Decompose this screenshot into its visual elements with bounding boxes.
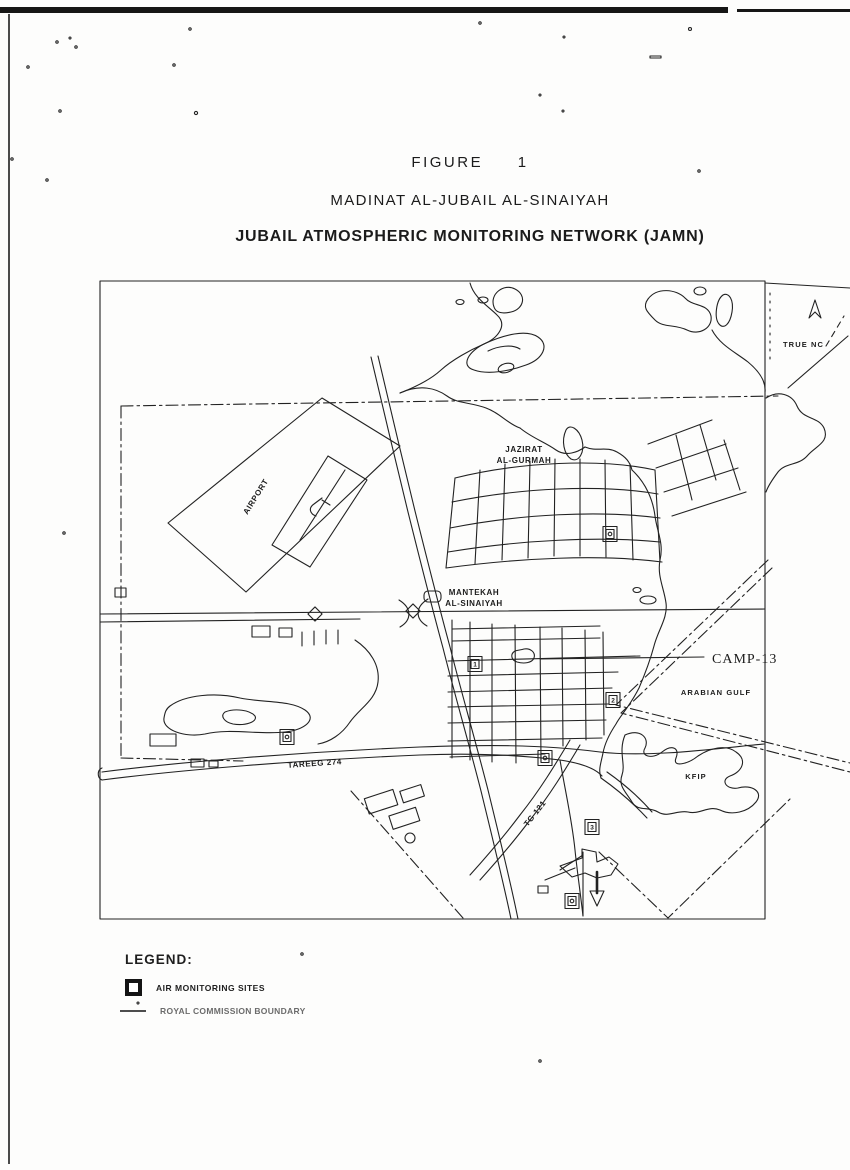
true-north-label: TRUE NC xyxy=(783,340,825,349)
legend-heading: LEGEND: xyxy=(125,952,193,967)
street-grid-central xyxy=(115,588,640,767)
mantekah-label-line1: MANTEKAH xyxy=(448,588,500,597)
roads xyxy=(98,599,765,916)
legend-item-label: AIR MONITORING SITES xyxy=(156,982,266,993)
coastline xyxy=(400,283,848,778)
camp13-label: CAMP-13 xyxy=(712,652,778,667)
highway xyxy=(371,356,518,919)
boundary-line-icon xyxy=(120,1010,146,1012)
true-north-arrow-icon xyxy=(809,300,821,318)
svg-text:2: 2 xyxy=(611,697,615,705)
air-monitoring-site-marker xyxy=(585,820,599,835)
road-tareeg-274 xyxy=(102,744,764,772)
kfip-label: KFIP xyxy=(685,772,707,781)
industrial-south-west xyxy=(364,781,431,843)
jazirat-label-line1: JAZIRAT xyxy=(505,445,543,454)
street-grid-north xyxy=(446,420,746,568)
jazirat-label-line2: AL-GURMAH xyxy=(496,456,552,465)
air-monitoring-site-marker xyxy=(565,894,579,909)
true-north xyxy=(770,293,824,365)
tg-121-label: TG 121 xyxy=(522,798,548,829)
mantekah-label-line2: AL-SINAIYAH xyxy=(445,599,503,608)
figure-title: MADINAT AL-JUBAIL AL-SINAIYAH xyxy=(330,192,610,209)
air-monitoring-site-icon xyxy=(125,979,142,996)
legend-item-label: ROYAL COMMISSION BOUNDARY xyxy=(160,1006,306,1016)
airport xyxy=(168,398,400,592)
arabian-gulf-label: ARABIAN GULF xyxy=(680,688,752,697)
svg-text:3: 3 xyxy=(590,824,594,832)
airport-label: AIRPORT xyxy=(241,477,271,517)
airport-outline xyxy=(168,398,400,592)
figure-label: FIGURE 1 xyxy=(411,154,529,171)
legend-item-air-monitoring-sites xyxy=(125,979,445,996)
place-labels xyxy=(445,445,751,697)
air-monitoring-sites xyxy=(280,527,620,909)
tareeg-274-label: TAREEG 274 xyxy=(287,757,343,770)
legend xyxy=(125,952,445,1016)
runway-outline xyxy=(272,456,367,567)
figure-subtitle: JUBAIL ATMOSPHERIC MONITORING NETWORK (JAMN) xyxy=(235,228,705,245)
svg-text:1: 1 xyxy=(473,661,477,669)
legend-item-royal-commission-boundary xyxy=(125,1006,445,1016)
